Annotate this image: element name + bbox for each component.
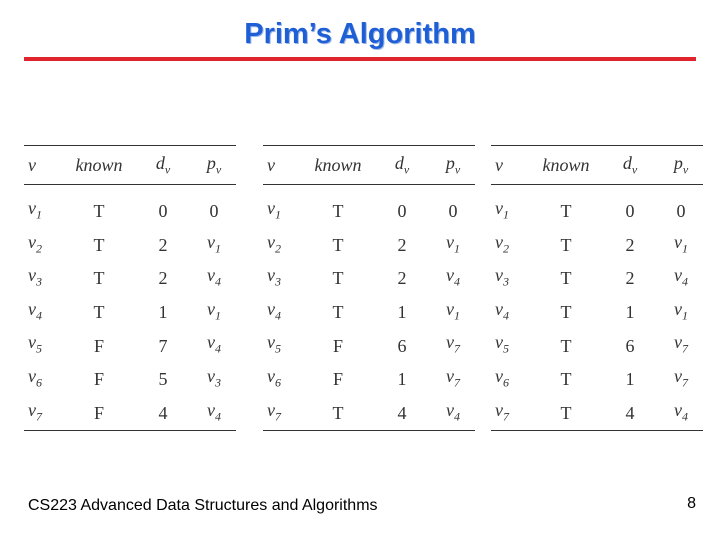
header-known: known — [531, 146, 601, 185]
cell-parent — [659, 296, 703, 330]
cell-vertex — [263, 185, 303, 229]
header-p-label-subscript: v — [682, 162, 689, 177]
table-row — [491, 363, 703, 397]
header-d-label-subscript: v — [164, 162, 171, 177]
cell-vertex — [491, 185, 531, 229]
parent-label-subscript: 4 — [215, 409, 221, 424]
parent-label: $v_4$ — [207, 399, 221, 424]
vertex-label: $v_3$ — [267, 265, 281, 289]
cell-vertex — [24, 185, 64, 229]
vertex-label-subscript: 4 — [36, 308, 42, 323]
header-known: known — [64, 146, 134, 185]
cell-distance: 0 — [397, 201, 407, 222]
parent-label-subscript: 4 — [454, 274, 460, 289]
cell-parent — [659, 262, 703, 296]
vertex-label: $v_5$ — [267, 332, 281, 356]
parent-label: $v_4$ — [446, 399, 460, 424]
parent-label: $v_1$ — [674, 298, 688, 323]
table-header — [263, 146, 475, 185]
cell-distance: 6 — [397, 335, 407, 356]
cell-vertex — [491, 262, 531, 296]
page-title: Prim’s Algorithm — [244, 18, 476, 50]
cell-distance: 1 — [158, 302, 168, 323]
vertex-label-subscript: 7 — [503, 409, 509, 424]
table-row — [24, 296, 236, 330]
table-row — [491, 229, 703, 263]
cell-known: T — [332, 268, 344, 289]
vertex-label-subscript: 3 — [275, 274, 281, 289]
cell-distance: 0 — [158, 201, 168, 222]
vertex-label-subscript: 6 — [503, 375, 509, 390]
table-row — [263, 262, 475, 296]
cell-parent — [431, 296, 475, 330]
cell-distance: 1 — [625, 369, 635, 390]
cell-known: F — [93, 369, 104, 390]
vertex-label-subscript: 2 — [275, 241, 281, 256]
header-v: v — [263, 146, 303, 185]
cell-known: T — [560, 369, 572, 390]
parent-label: $v_4$ — [446, 265, 460, 289]
header-p-label-subscript: v — [215, 162, 222, 177]
table-row — [491, 185, 703, 229]
parent-label-subscript: 7 — [454, 375, 460, 390]
parent-label: $v_4$ — [207, 265, 221, 289]
vertex-label: $v_4$ — [495, 298, 509, 323]
header-d-label-subscript: v — [631, 162, 638, 177]
cell-distance: 6 — [625, 335, 635, 356]
cell-vertex — [24, 262, 64, 296]
header-known: known — [303, 146, 373, 185]
cell-parent — [659, 229, 703, 263]
vertex-label-subscript: 7 — [36, 409, 42, 424]
table-row — [263, 229, 475, 263]
parent-label-subscript: 1 — [215, 308, 221, 323]
table-row — [263, 363, 475, 397]
vertex-label-subscript: 1 — [503, 207, 509, 222]
cell-vertex — [24, 296, 64, 330]
cell-known: T — [560, 234, 572, 255]
table-row — [24, 262, 236, 296]
cell-parent — [431, 397, 475, 431]
cell-distance: 0 — [625, 201, 635, 222]
vertex-label: $v_7$ — [28, 399, 42, 424]
cell-parent — [431, 329, 475, 363]
table-row — [24, 229, 236, 263]
vertex-label-subscript: 5 — [275, 341, 281, 356]
cell-distance: 2 — [158, 234, 168, 255]
cell-known: F — [93, 335, 104, 356]
cell-vertex — [263, 262, 303, 296]
cell-known: F — [332, 335, 343, 356]
vertex-label: $v_3$ — [28, 265, 42, 289]
vertex-label-subscript: 5 — [503, 341, 509, 356]
header-d — [134, 146, 192, 185]
vertex-label: $v_3$ — [495, 265, 509, 289]
header-v: v — [24, 146, 64, 185]
table-grid — [491, 146, 703, 430]
vertex-label: $v_5$ — [28, 332, 42, 356]
parent-label: $v_7$ — [446, 365, 460, 390]
cell-distance: 2 — [625, 268, 635, 289]
table-row — [491, 296, 703, 330]
cell-parent — [192, 229, 236, 263]
cell-known: T — [560, 268, 572, 289]
table-row — [491, 329, 703, 363]
vertex-label: $v_7$ — [267, 399, 281, 424]
cell-parent — [192, 262, 236, 296]
header-p-label: $p_v$ — [673, 152, 689, 177]
cell-distance: 2 — [397, 268, 407, 289]
cell-known: F — [332, 369, 343, 390]
cell-distance: 2 — [625, 234, 635, 255]
vertex-label-subscript: 5 — [36, 341, 42, 356]
header-d-label: $d_v$ — [155, 152, 171, 177]
vertex-label: $v_7$ — [495, 399, 509, 424]
cell-vertex — [24, 363, 64, 397]
cell-vertex — [263, 363, 303, 397]
vertex-label: $v_1$ — [28, 198, 42, 222]
cell-distance: 1 — [397, 369, 407, 390]
cell-known: T — [332, 201, 344, 222]
parent-label-subscript: 1 — [454, 308, 460, 323]
header-d-label-subscript: v — [403, 162, 410, 177]
cell-vertex — [263, 229, 303, 263]
cell-known: T — [332, 234, 344, 255]
cell-parent — [659, 397, 703, 431]
cell-known: T — [93, 268, 105, 289]
parent-label-subscript: 4 — [215, 341, 221, 356]
header-d-label: $d_v$ — [394, 152, 410, 177]
cell-vertex — [491, 397, 531, 431]
vertex-label: $v_2$ — [267, 231, 281, 256]
table-row — [491, 397, 703, 431]
vertex-label: $v_1$ — [267, 198, 281, 222]
table-row — [263, 397, 475, 431]
table-header — [24, 146, 236, 185]
header-p — [192, 146, 236, 185]
table-row — [263, 185, 475, 229]
table-row — [263, 296, 475, 330]
table-grid — [263, 146, 475, 430]
cell-parent — [431, 262, 475, 296]
vertex-label: $v_1$ — [495, 198, 509, 222]
parent-label: $v_4$ — [207, 332, 221, 356]
table-row — [24, 185, 236, 229]
table-header — [491, 146, 703, 185]
vertex-label: $v_2$ — [495, 231, 509, 256]
parent-label: $v_3$ — [207, 365, 221, 390]
cell-vertex — [491, 363, 531, 397]
prim-table-1 — [24, 145, 236, 431]
cell-distance: 2 — [158, 268, 168, 289]
parent-label-subscript: 1 — [682, 308, 688, 323]
parent-label-subscript: 4 — [682, 274, 688, 289]
cell-known: T — [93, 201, 105, 222]
title-divider — [24, 57, 696, 61]
page-number: 8 — [687, 495, 696, 512]
vertex-label: $v_6$ — [495, 365, 509, 390]
vertex-label-subscript: 6 — [275, 375, 281, 390]
parent-label-subscript: 1 — [682, 241, 688, 256]
header-d — [601, 146, 659, 185]
parent-label: $v_4$ — [674, 265, 688, 289]
vertex-label-subscript: 1 — [275, 207, 281, 222]
cell-parent — [192, 363, 236, 397]
table-row — [24, 397, 236, 431]
vertex-label-subscript: 6 — [36, 375, 42, 390]
parent-label: $v_7$ — [674, 365, 688, 390]
cell-parent — [192, 296, 236, 330]
cell-parent — [431, 229, 475, 263]
header-p-label: $p_v$ — [445, 152, 461, 177]
cell-vertex — [24, 329, 64, 363]
parent-label: $v_4$ — [674, 399, 688, 424]
cell-parent — [659, 363, 703, 397]
cell-distance: 5 — [158, 369, 168, 390]
cell-distance: 2 — [397, 234, 407, 255]
vertex-label-subscript: 7 — [275, 409, 281, 424]
cell-vertex — [491, 329, 531, 363]
cell-vertex — [491, 296, 531, 330]
parent-label: $v_7$ — [446, 332, 460, 356]
parent-label: $v_1$ — [207, 298, 221, 323]
cell-known: T — [560, 335, 572, 356]
parent-label-subscript: 4 — [215, 274, 221, 289]
header-p-label-subscript: v — [454, 162, 461, 177]
table-row — [24, 329, 236, 363]
parent-label-subscript: 1 — [215, 241, 221, 256]
cell-distance: 1 — [625, 302, 635, 323]
cell-distance: 4 — [625, 402, 635, 423]
cell-parent: 0 — [209, 201, 219, 222]
vertex-label: $v_6$ — [267, 365, 281, 390]
cell-known: T — [560, 201, 572, 222]
vertex-label-subscript: 1 — [36, 207, 42, 222]
cell-known: T — [560, 302, 572, 323]
cell-distance: 1 — [397, 302, 407, 323]
parent-label: $v_1$ — [446, 298, 460, 323]
parent-label-subscript: 7 — [682, 375, 688, 390]
cell-known: T — [560, 402, 572, 423]
vertex-label-subscript: 3 — [503, 274, 509, 289]
cell-distance: 4 — [397, 402, 407, 423]
vertex-label-subscript: 4 — [503, 308, 509, 323]
cell-parent: 0 — [676, 201, 686, 222]
vertex-label: $v_4$ — [267, 298, 281, 323]
parent-label-subscript: 7 — [682, 341, 688, 356]
table-row — [491, 262, 703, 296]
header-d — [373, 146, 431, 185]
parent-label: $v_7$ — [674, 332, 688, 356]
vertex-label-subscript: 2 — [36, 241, 42, 256]
parent-label: $v_1$ — [446, 231, 460, 256]
header-p — [431, 146, 475, 185]
vertex-label-subscript: 2 — [503, 241, 509, 256]
parent-label-subscript: 1 — [454, 241, 460, 256]
header-v: v — [491, 146, 531, 185]
prim-table-3 — [491, 145, 703, 431]
vertex-label: $v_5$ — [495, 332, 509, 356]
parent-label-subscript: 4 — [454, 409, 460, 424]
cell-vertex — [24, 229, 64, 263]
cell-parent — [659, 329, 703, 363]
footer-course-title: CS223 Advanced Data Structures and Algorithms — [28, 497, 378, 514]
header-p — [659, 146, 703, 185]
cell-vertex — [491, 229, 531, 263]
cell-known: T — [93, 302, 105, 323]
table-grid — [24, 146, 236, 430]
vertex-label-subscript: 4 — [275, 308, 281, 323]
header-p-label: $p_v$ — [206, 152, 222, 177]
cell-known: F — [93, 402, 104, 423]
cell-distance: 4 — [158, 402, 168, 423]
cell-vertex — [263, 296, 303, 330]
cell-parent — [192, 329, 236, 363]
parent-label: $v_1$ — [207, 231, 221, 256]
vertex-label: $v_4$ — [28, 298, 42, 323]
cell-known: T — [332, 402, 344, 423]
cell-parent — [192, 397, 236, 431]
vertex-label: $v_2$ — [28, 231, 42, 256]
parent-label-subscript: 3 — [215, 375, 221, 390]
parent-label-subscript: 7 — [454, 341, 460, 356]
table-row — [263, 329, 475, 363]
cell-vertex — [263, 397, 303, 431]
parent-label: $v_1$ — [674, 231, 688, 256]
cell-parent — [431, 363, 475, 397]
parent-label-subscript: 4 — [682, 409, 688, 424]
cell-parent: 0 — [448, 201, 458, 222]
cell-vertex — [24, 397, 64, 431]
table-row — [24, 363, 236, 397]
cell-vertex — [263, 329, 303, 363]
header-d-label: $d_v$ — [622, 152, 638, 177]
cell-distance: 7 — [158, 335, 168, 356]
prim-table-2 — [263, 145, 475, 431]
vertex-label-subscript: 3 — [36, 274, 42, 289]
cell-known: T — [93, 234, 105, 255]
cell-known: T — [332, 302, 344, 323]
vertex-label: $v_6$ — [28, 365, 42, 390]
